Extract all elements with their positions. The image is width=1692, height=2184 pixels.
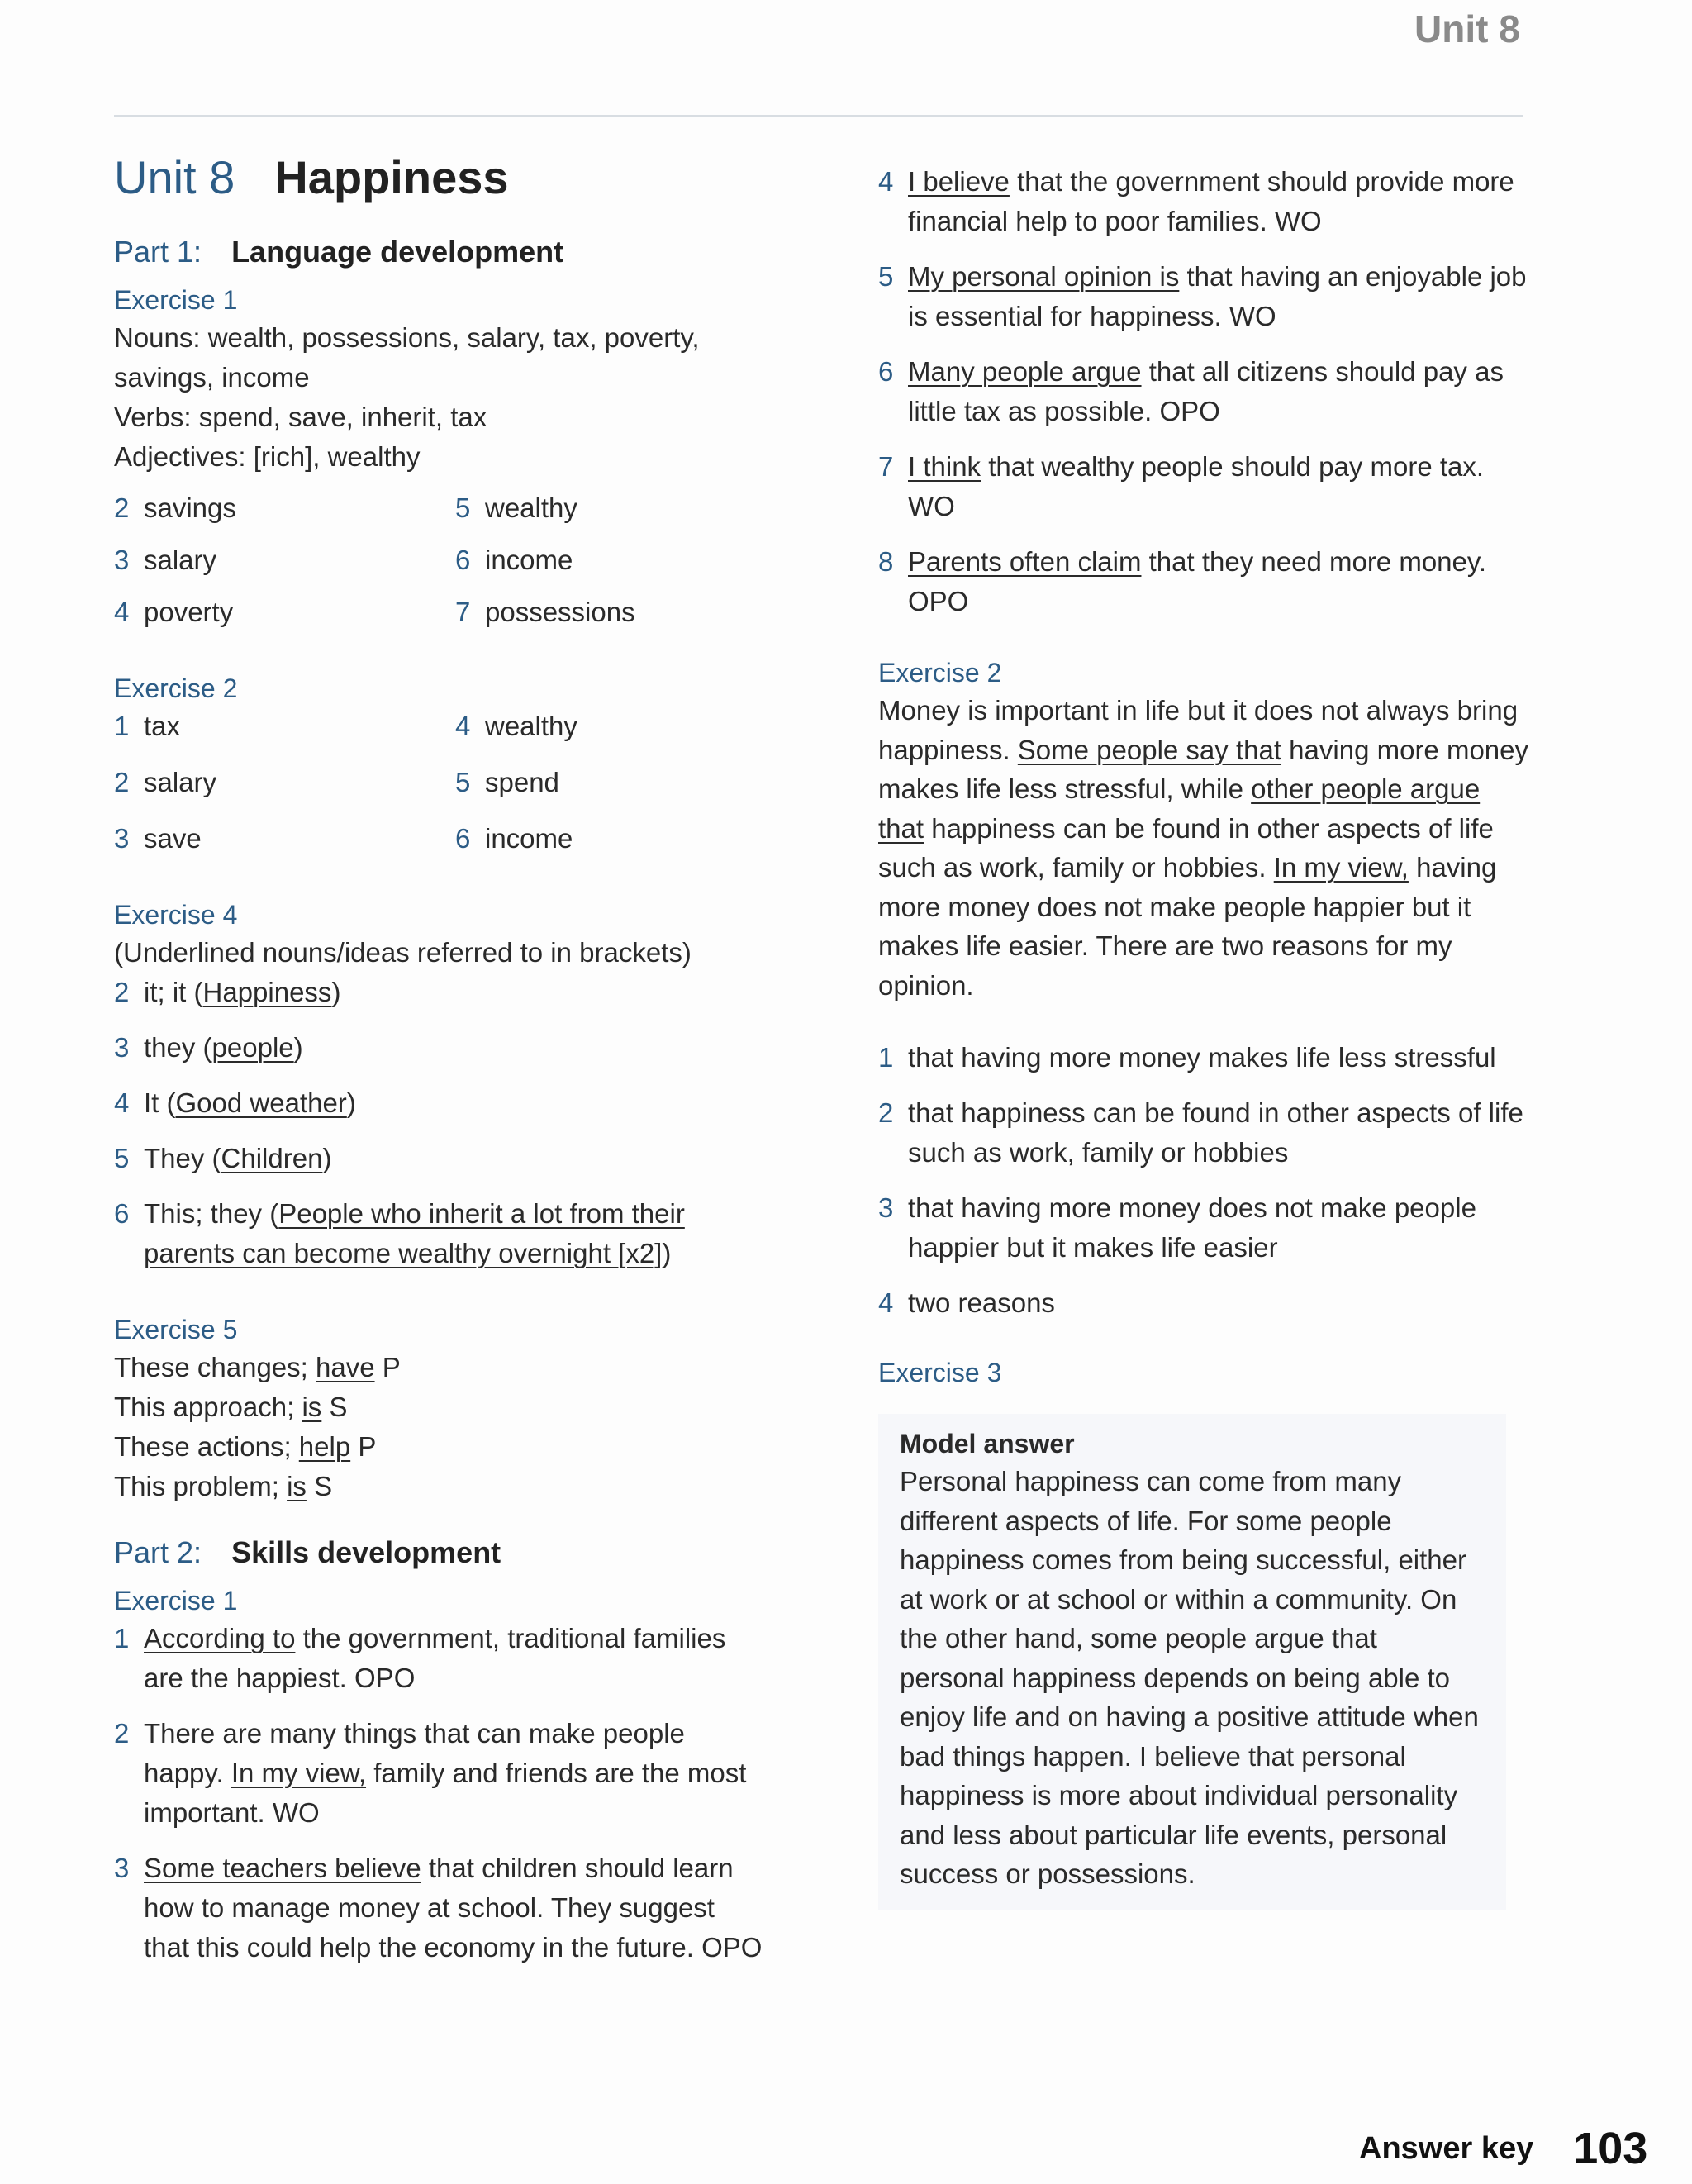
answer-item: 4 wealthy — [455, 711, 577, 741]
header-divider — [114, 115, 1523, 117]
left-column — [114, 145, 767, 1968]
page-number: 103 — [1573, 2124, 1648, 2173]
model-answer-box — [878, 1414, 1506, 1910]
right-column — [878, 162, 1531, 1910]
p1-ex4-heading: Exercise 4 — [114, 900, 238, 930]
page-footer — [1359, 2120, 1647, 2177]
list-item: 6 Many people argue that all citizens should pay as little tax as possible. OPO — [878, 356, 1504, 426]
list-item: 4 I believe that the government should provide more financial help to poor families. WO — [878, 166, 1514, 236]
list-item: 2 that happiness can be found in other aspects of life such as work, family or hobbies — [878, 1097, 1523, 1168]
answer-item: 4 poverty — [114, 597, 234, 627]
part2-name: Skills development — [231, 1535, 501, 1569]
p1-ex1-line: Verbs: spend, save, inherit, tax — [114, 402, 487, 432]
part2-label: Part 2: — [114, 1535, 202, 1569]
list-item: This approach; is S — [114, 1392, 348, 1422]
answer-item: 1 tax — [114, 711, 181, 741]
part1-heading — [114, 234, 767, 270]
p1-ex1-line: Nouns: wealth, possessions, salary, tax, poverty, — [114, 322, 700, 353]
running-header: Unit 8 — [1414, 7, 1520, 50]
p1-ex1-answers — [114, 488, 767, 632]
list-item: 2 it; it (Happiness) — [114, 977, 341, 1007]
p1-ex2-heading: Exercise 2 — [114, 673, 238, 703]
list-item: These actions; help P — [114, 1431, 377, 1462]
part2-heading — [114, 1535, 767, 1571]
p1-ex4-intro: (Underlined nouns/ideas referred to in brackets) — [114, 937, 692, 968]
p1-ex1-line: Adjectives: [rich], wealthy — [114, 441, 421, 472]
part1-name: Language development — [231, 235, 564, 269]
p1-ex1-line: savings, income — [114, 362, 310, 393]
list-item: 3 that having more money does not make people happier but it makes life easier — [878, 1192, 1476, 1263]
list-item: This problem; is S — [114, 1471, 333, 1501]
unit-number: Unit 8 — [114, 151, 235, 203]
answer-item: 5 wealthy — [455, 492, 577, 523]
p1-ex5-heading: Exercise 5 — [114, 1315, 238, 1344]
answer-item: 7 possessions — [455, 597, 635, 627]
list-item: 4 It (Good weather) — [114, 1087, 356, 1118]
model-answer-text: Personal happiness can come from many different aspects of life. For some people happiness comes from being successful, either at work or at school or within a community. On the other hand, some people argue that personal happiness depends on being able to enjoy life and on having a positive attitude when bad things happen. I believe that personal happiness is more about individual personality and less about particular life events, personal success or possessions. — [900, 1466, 1479, 1889]
p1-ex1-heading: Exercise 1 — [114, 285, 238, 315]
list-item: 3 they (people) — [114, 1032, 303, 1063]
answer-item: 3 salary — [114, 545, 217, 575]
list-item: 7 I think that wealthy people should pay more tax. WO — [878, 451, 1485, 521]
answer-item: 2 salary — [114, 767, 217, 797]
p2-ex1-heading: Exercise 1 — [114, 1586, 238, 1615]
answer-item: 3 save — [114, 823, 202, 854]
list-item: 1 According to the government, traditional families are the happiest. OPO — [114, 1623, 726, 1693]
list-item: 2 There are many things that can make people happy. In my view, family and friends are the most important. WO — [114, 1718, 747, 1828]
p2-ex2-heading: Exercise 2 — [878, 658, 1002, 688]
answer-item: 5 spend — [455, 767, 559, 797]
unit-title — [114, 145, 767, 211]
answer-key-label: Answer key — [1359, 2130, 1534, 2166]
list-item: 5 My personal opinion is that having an enjoyable job is essential for happiness. WO — [878, 261, 1527, 331]
list-item: 6 This; they (People who inherit a lot from their parents can become wealthy overnight [x2]) — [114, 1198, 685, 1268]
model-answer-heading: Model answer — [900, 1429, 1075, 1458]
list-item: These changes; have P — [114, 1352, 401, 1382]
part1-label: Part 1: — [114, 235, 202, 269]
p2-ex3-heading: Exercise 3 — [878, 1358, 1002, 1387]
answer-item: 2 savings — [114, 492, 236, 523]
answer-item: 6 income — [455, 823, 573, 854]
p2-ex2-paragraph: Money is important in life but it does not always bring happiness. Some people say that having more money makes life less stressful, while other people argue that happiness can be found in other aspects of life such as work, family or hobbies. In my view, having more money does not make people happier but it makes life easier. There are two reasons for my opinion. — [878, 695, 1528, 1001]
unit-name: Happiness — [274, 151, 509, 203]
list-item: 5 They (Children) — [114, 1143, 332, 1173]
p1-ex2-answers — [114, 707, 767, 859]
list-item: 3 Some teachers believe that children should learn how to manage money at school. They suggest that this could help the economy in the future. OPO — [114, 1853, 763, 1963]
list-item: 4 two reasons — [878, 1287, 1055, 1318]
list-item: 1 that having more money makes life less stressful — [878, 1042, 1496, 1073]
answer-item: 6 income — [455, 545, 573, 575]
list-item: 8 Parents often claim that they need more money. OPO — [878, 546, 1487, 616]
